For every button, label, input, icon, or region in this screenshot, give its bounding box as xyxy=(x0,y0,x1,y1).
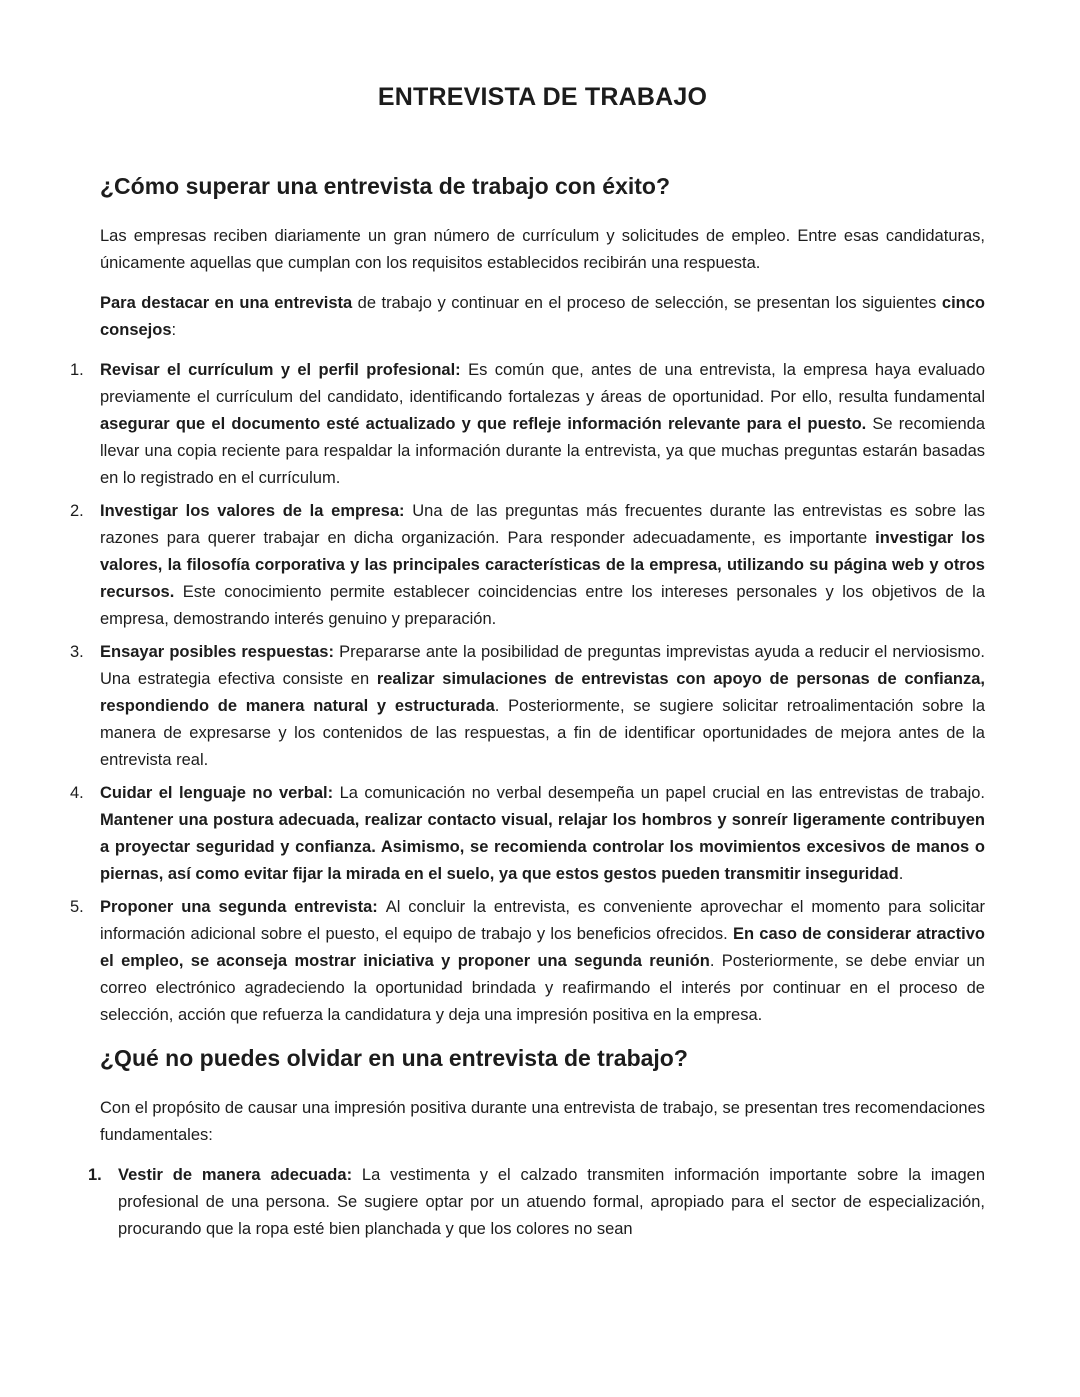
bold-text-run: realizar simulaciones de entrevistas con apoyo de personas de confianza, respondiendo de manera natural y estructurada xyxy=(100,670,985,715)
section-2-heading: ¿Qué no puedes olvidar en una entrevista de trabajo? xyxy=(100,1045,688,1071)
tip-item-1-text xyxy=(100,357,985,492)
bold-text-run: investigar los valores, la filosofía corporativa y las principales características de la empresa, utilizando su página web y otros recursos. xyxy=(100,529,985,601)
text-run: : xyxy=(171,321,177,339)
text-run: Las empresas reciben diariamente un gran número de currículum y solicitudes de empleo. Entre esas candidaturas, únicamente aquellas que cumplan con los requisitos establecidos recibirán una respuesta. xyxy=(100,227,985,272)
tip-item-4-text xyxy=(100,780,985,888)
text-run: Al concluir la entrevista, es conveniente aprovechar el momento para solicitar información adicional sobre el puesto, el equipo de trabajo y los beneficios ofrecidos. xyxy=(100,898,985,943)
text-run: . Posteriormente, se sugiere solicitar retroalimentación sobre la manera de expresarse y los contenidos de las respuestas, a fin de identificar oportunidades de mejora antes de la entrevista real. xyxy=(100,697,986,769)
tip-item-2-text xyxy=(100,498,985,633)
text-run: . xyxy=(898,865,904,883)
tip-item-3-number: 3. xyxy=(70,643,84,661)
bold-text-run: Ensayar posibles respuestas: xyxy=(100,643,340,661)
text-run: de trabajo y continuar en el proceso de selección, se presentan los siguientes xyxy=(352,294,942,312)
recommendations-list xyxy=(88,1162,985,1243)
text-run: Con el propósito de causar una impresión positiva durante una entrevista de trabajo, se presentan tres recomendaciones fundamentales: xyxy=(100,1099,985,1144)
tip-item-3 xyxy=(70,639,985,774)
bold-text-run: Mantener una postura adecuada, realizar contacto visual, relajar los hombros y sonreír ligeramente contribuyen a proyectar seguridad y confianza. Asimismo, se recomienda controlar los movimientos excesivos de manos o piernas, así como evitar fijar la mirada en el suelo, ya que estos gestos pueden transmitir inseguridad xyxy=(100,811,985,883)
section-2-paragraph-1 xyxy=(100,1095,985,1149)
bold-text-run: asegurar que el documento esté actualizado y que refleje información relevante para el puesto. xyxy=(100,415,873,433)
text-run: La vestimenta y el calzado transmiten información importante sobre la imagen profesional de una persona. Se sugiere optar por un atuendo formal, apropiado para el sector de especialización, procurando que la ropa esté bien planchada y que los colores no sean xyxy=(118,1166,986,1238)
tip-item-2-number: 2. xyxy=(70,502,84,520)
text-run: Se recomienda llevar una copia reciente para respaldar la información durante la entrevista, ya que muchas preguntas estarán basadas en lo registrado en el currículum. xyxy=(100,415,985,487)
document-title: ENTREVISTA DE TRABAJO xyxy=(377,83,708,111)
tip-item-5 xyxy=(70,894,985,1029)
bold-text-run: Proponer una segunda entrevista: xyxy=(100,898,386,916)
tip-item-1-number: 1. xyxy=(70,361,84,379)
text-run: Una de las preguntas más frecuentes durante las entrevistas es sobre las razones para querer trabajar en dicha organización. Para responder adecuadamente, es importante xyxy=(100,502,985,547)
tip-item-2 xyxy=(70,498,985,633)
bold-text-run: Vestir de manera adecuada: xyxy=(118,1166,362,1184)
tips-list xyxy=(70,357,985,1029)
bold-text-run: Cuidar el lenguaje no verbal: xyxy=(100,784,340,802)
text-run: Prepararse ante la posibilidad de preguntas imprevistas ayuda a reducir el nerviosismo. Una estrategia efectiva consiste en xyxy=(100,643,985,688)
section-1-paragraph-2 xyxy=(100,290,985,344)
bold-text-run: En caso de considerar atractivo el empleo, se aconseja mostrar iniciativa y proponer una segunda reunión xyxy=(100,925,986,970)
text-run: Es común que, antes de una entrevista, la empresa haya evaluado previamente el currículum del candidato, identificando fortalezas y áreas de oportunidad. Por ello, resulta fundamental xyxy=(100,361,985,406)
section-1-heading: ¿Cómo superar una entrevista de trabajo con éxito? xyxy=(100,173,671,199)
tip-item-3-text xyxy=(100,639,985,774)
bold-text-run: Revisar el currículum y el perfil profesional: xyxy=(100,361,469,379)
tip-item-4-number: 4. xyxy=(70,784,84,802)
bold-text-run: cinco consejos xyxy=(100,294,985,339)
tip-item-1 xyxy=(70,357,985,492)
text-run: Este conocimiento permite establecer coincidencias entre los intereses personales y los objetivos de la empresa, demostrando interés genuino y preparación. xyxy=(100,583,985,628)
tip-item-5-number: 5. xyxy=(70,898,84,916)
text-run: . Posteriormente, se debe enviar un correo electrónico agradeciendo la oportunidad brindada y reafirmando el interés por continuar en el proceso de selección, acción que refuerza la candidatura y deja una impresión positiva en la empresa. xyxy=(100,952,985,1024)
bold-text-run: Investigar los valores de la empresa: xyxy=(100,502,413,520)
tip-item-5-text xyxy=(100,894,985,1029)
section-1-paragraph-1 xyxy=(100,223,985,277)
tip-item-4 xyxy=(70,780,985,888)
bold-text-run: Para destacar en una entrevista xyxy=(100,294,353,312)
recommendation-item-1-text xyxy=(118,1162,985,1243)
recommendation-item-1-number: 1. xyxy=(88,1166,102,1184)
text-run: La comunicación no verbal desempeña un papel crucial en las entrevistas de trabajo. xyxy=(339,784,986,802)
recommendation-item-1 xyxy=(88,1162,985,1243)
